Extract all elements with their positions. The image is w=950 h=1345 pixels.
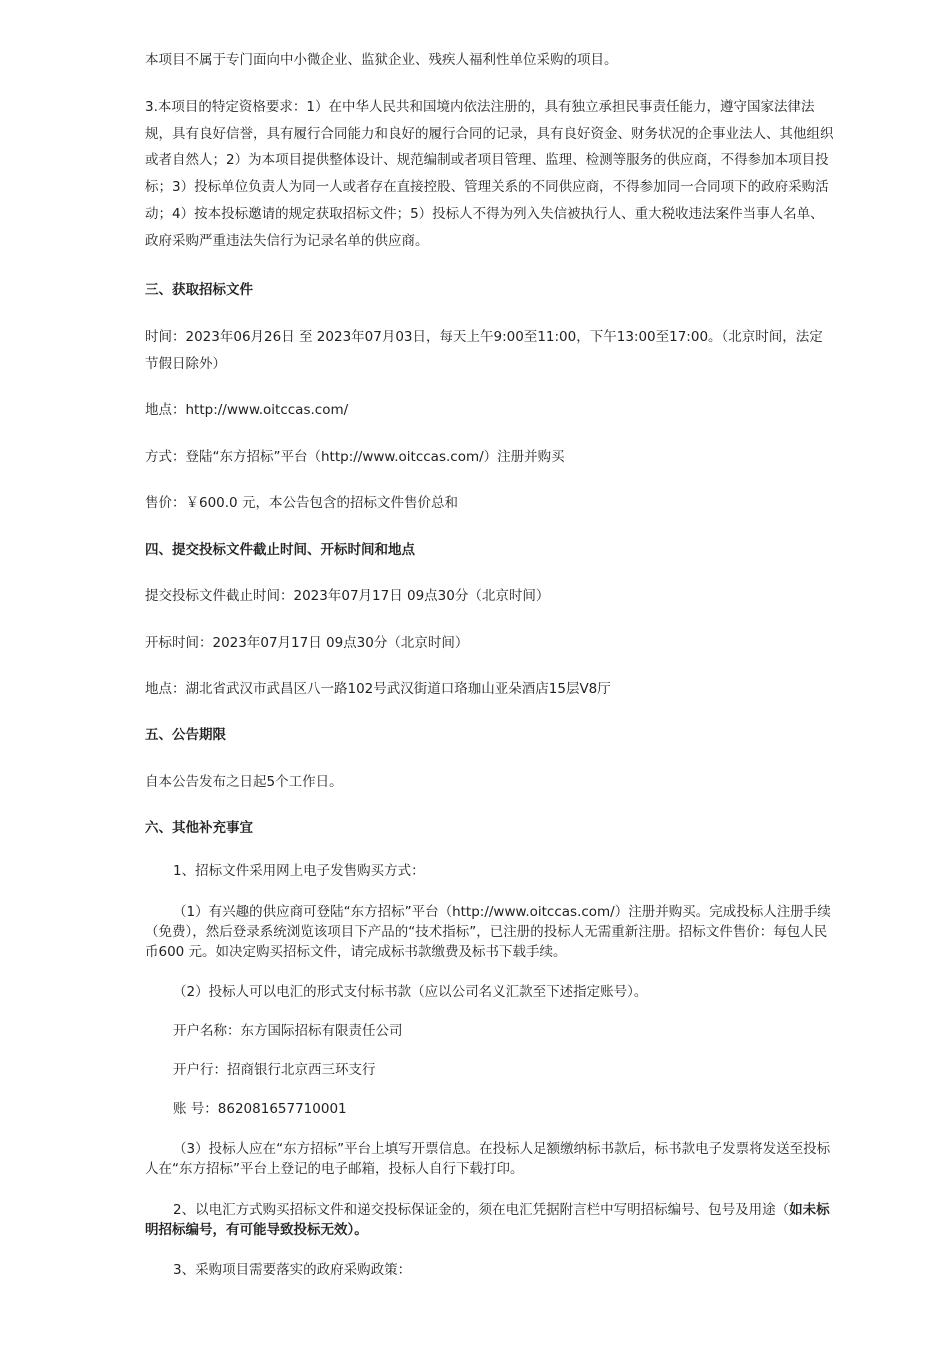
supplement-item-1-2: （2）投标人可以电汇的形式支付标书款（应以公司名义汇款至下述指定账号）。 bbox=[173, 984, 648, 1000]
supplement-item-1: 1、招标文件采用网上电子发售购买方式： bbox=[173, 863, 425, 879]
section-4-heading: 四、提交投标文件截止时间、开标时间和地点 bbox=[145, 542, 415, 558]
supplement-item-2-warning: 如未标明招标编号，有可能导致投标无效 bbox=[145, 1202, 830, 1238]
section-3-heading: 三、获取招标文件 bbox=[145, 282, 253, 298]
qualification-requirements-paragraph: 3.本项目的特定资格要求：1）在中华人民共和国境内依法注册的，具有独立承担民事责任能力，遵守国家法律法规，具有良好信誉，具有履行合同能力和良好的履行合同的记录，具有良好资金、财务状况的企事业法人、其他组织或者自然人；2）为本项目提供整体设计、规范编制或者项目管理、监理、检测等服务的供应商，不得参加本项目投标；3）投标单位负责人为同一人或者存在直接控股、管理关系的不同供应商，不得参加同一合同项下的政府采购活动；4）按本投标邀请的规定获取招标文件；5）投标人不得为列入失信被执行人、重大税收违法案件当事人名单、政府采购严重违法失信行为记录名单的供应商。 bbox=[145, 99, 834, 249]
obtain-docs-time: 时间：2023年06月26日 至 2023年07月03日，每天上午9:00至11:00，下午13:00至17:00。（北京时间，法定节假日除外） bbox=[145, 329, 823, 372]
obtain-docs-method: 方式：登陆“东方招标”平台（http://www.oitccas.com/）注册并购买 bbox=[145, 449, 565, 465]
section-5-heading: 五、公告期限 bbox=[145, 727, 226, 743]
notice-period-text: 自本公告发布之日起5个工作日。 bbox=[145, 774, 343, 790]
bank-name: 开户行：招商银行北京西三环支行 bbox=[173, 1062, 376, 1078]
supplement-item-2-text: 2、以电汇方式购买招标文件和递交投标保证金的，须在电汇凭据附言栏中写明招标编号、包号及用途（ bbox=[173, 1202, 790, 1218]
supplement-item-2-end: ）。 bbox=[347, 1222, 368, 1238]
supplement-item-1-3: （3）投标人应在“东方招标”平台上填写开票信息。在投标人足额缴纳标书款后，标书款电子发票将发送至投标人在“东方招标”平台上登记的电子邮箱，投标人自行下载打印。 bbox=[145, 1141, 831, 1177]
account-name: 开户名称：东方国际招标有限责任公司 bbox=[173, 1023, 403, 1039]
bid-deadline: 提交投标文件截止时间：2023年07月17日 09点30分（北京时间） bbox=[145, 588, 550, 604]
account-number: 账 号：862081657710001 bbox=[173, 1101, 347, 1117]
supplement-item-1-1: （1）有兴趣的供应商可登陆“东方招标”平台（http://www.oitccas.com/）注册并购买。完成投标人注册手续（免费），然后登录系统浏览该项目下产品的“技术指标”，已注册的投标人无需重新注册。招标文件售价：每包人民币600 元。如决定购买招标文件，请完成标书款缴费及标书下载手续。 bbox=[145, 904, 831, 960]
obtain-docs-price: 售价：￥600.0 元，本公告包含的招标文件售价总和 bbox=[145, 495, 458, 511]
not-sme-paragraph: 本项目不属于专门面向中小微企业、监狱企业、残疾人福利性单位采购的项目。 bbox=[145, 52, 618, 68]
bid-opening-time: 开标时间：2023年07月17日 09点30分（北京时间） bbox=[145, 635, 469, 651]
bid-opening-place: 地点：湖北省武汉市武昌区八一路102号武汉街道口珞珈山亚朵酒店15层V8厅 bbox=[145, 681, 611, 697]
obtain-docs-place: 地点：http://www.oitccas.com/ bbox=[145, 402, 349, 418]
section-6-heading: 六、其他补充事宜 bbox=[145, 820, 253, 836]
supplement-item-3: 3、采购项目需要落实的政府采购政策： bbox=[173, 1262, 412, 1278]
supplement-item-2 bbox=[145, 1200, 835, 1240]
